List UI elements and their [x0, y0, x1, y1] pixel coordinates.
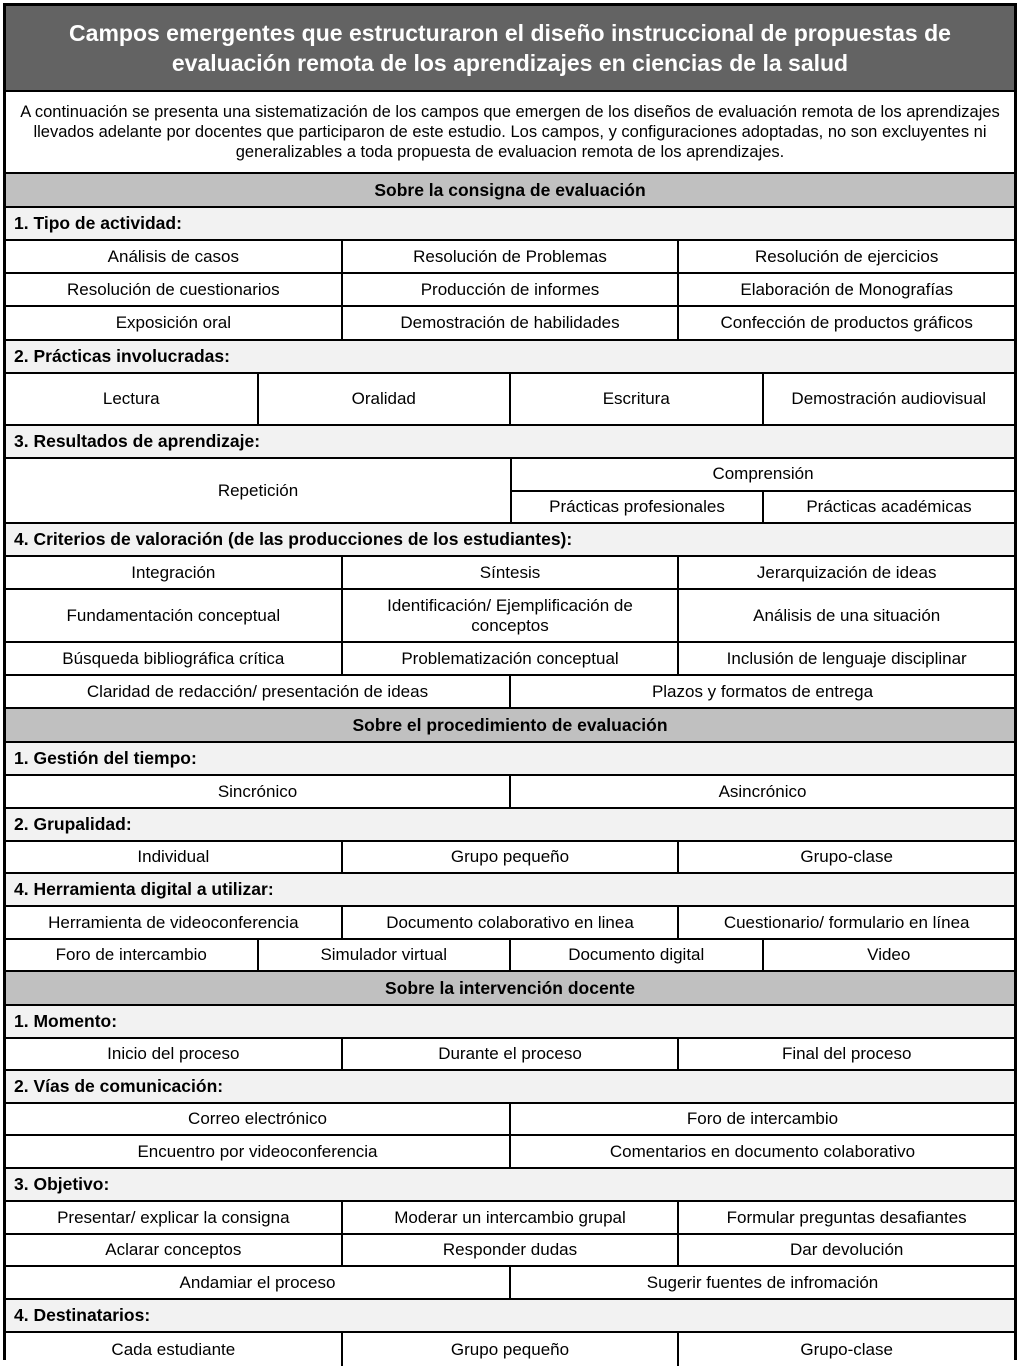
table-cell: Correo electrónico — [188, 1109, 327, 1128]
table-cell: Moderar un intercambio grupal — [341, 1202, 678, 1233]
field-label: 4. Herramienta digital a utilizar: — [6, 874, 1014, 907]
table-cell: Final del proceso — [677, 1039, 1014, 1069]
table-cell: Grupo-clase — [677, 1333, 1014, 1366]
table-cell: Problematización conceptual — [341, 643, 678, 674]
table-cell: Demostración audiovisual — [762, 374, 1015, 424]
field-label: 2. Vías de comunicación: — [6, 1071, 1014, 1104]
table-cell: Demostración de habilidades — [341, 307, 678, 339]
table-cell: Sincrónico — [217, 781, 298, 801]
table-cell: Foro de intercambio — [55, 945, 207, 964]
table-cell: Elaboración de Monografías — [677, 274, 1014, 305]
table-cell: Confección de productos gráficos — [677, 307, 1014, 339]
split-right-stack — [510, 459, 1014, 522]
table-cell: Fundamentación conceptual — [66, 605, 281, 625]
field-label: 4. Destinatarios: — [6, 1300, 1014, 1333]
table-cell: Análisis de casos — [107, 246, 239, 266]
table-cell: Plazos y formatos de entrega — [509, 676, 1014, 707]
table-cell: Lectura — [102, 389, 160, 408]
table-cell: Claridad de redacción/ presentación de ideas — [86, 681, 429, 701]
table-cell: Integración — [131, 562, 216, 582]
field-label: 2. Prácticas involucradas: — [6, 341, 1014, 374]
table-row — [6, 1202, 1014, 1235]
intro-row — [6, 92, 1014, 174]
table-row — [6, 1136, 1014, 1169]
table-cell: Dar devolución — [677, 1235, 1014, 1265]
table-row — [6, 374, 1014, 426]
table-row — [6, 643, 1014, 676]
emerging-fields-table — [3, 3, 1017, 1360]
section-band: Sobre el procedimiento de evaluación — [6, 709, 1014, 743]
table-cell: Responder dudas — [341, 1235, 678, 1265]
table-row — [6, 274, 1014, 307]
field-label: 3. Resultados de aprendizaje: — [6, 426, 1014, 459]
table-cell: Prácticas académicas — [762, 492, 1014, 523]
table-row — [6, 1267, 1014, 1300]
table-row — [6, 307, 1014, 341]
table-cell: Grupo-clase — [677, 842, 1014, 872]
table-cell: Jerarquización de ideas — [677, 557, 1014, 588]
table-cell: Cuestionario/ formulario en línea — [677, 907, 1014, 938]
table-cell: Inclusión de lenguaje disciplinar — [677, 643, 1014, 674]
table-row — [6, 241, 1014, 274]
table-cell: Resolución de cuestionarios — [67, 279, 280, 299]
document-title: Campos emergentes que estructuraron el diseño instruccional de propuestas de evaluación remota de los aprendizajes en ciencias de la salud — [69, 20, 951, 76]
table-row — [6, 940, 1014, 972]
document-header — [6, 6, 1014, 92]
table-cell: Asincrónico — [509, 776, 1014, 807]
split-bottom-row — [512, 492, 1014, 523]
table-cell: Andamiar el proceso — [179, 1272, 336, 1292]
table-cell: Encuentro por videoconferencia — [137, 1141, 378, 1161]
field-label: 2. Grupalidad: — [6, 809, 1014, 842]
table-cell: Comprensión — [512, 459, 1014, 492]
section-band: Sobre la intervención docente — [6, 972, 1014, 1006]
table-cell: Documento colaborativo en linea — [341, 907, 678, 938]
table-cell: Grupo pequeño — [341, 1333, 678, 1366]
table-cell: Oralidad — [257, 374, 510, 424]
table-row — [6, 776, 1014, 809]
table-cell: Presentar/ explicar la consigna — [57, 1207, 290, 1227]
table-row — [6, 1235, 1014, 1267]
table-cell: Individual — [137, 847, 210, 866]
table-cell: Comentarios en documento colaborativo — [509, 1136, 1014, 1167]
table-row — [6, 1104, 1014, 1136]
intro-paragraph: A continuación se presenta una sistematización de los campos que emergen de los diseños de evaluación remota de los aprendizajes llevados adelante por docentes que participaron de este estudio. Los campos, y configuraciones adoptadas, no son excluyentes ni generalizables a toda propuesta de evaluacion remota de los aprendizajes. — [20, 103, 1000, 161]
table-row — [6, 676, 1014, 709]
table-cell: Análisis de una situación — [677, 590, 1014, 641]
table-row — [6, 907, 1014, 940]
table-cell: Cada estudiante — [111, 1339, 236, 1359]
table-row — [6, 557, 1014, 590]
table-cell: Video — [762, 940, 1015, 970]
table-cell: Documento digital — [509, 940, 762, 970]
field-label: 1. Momento: — [6, 1006, 1014, 1039]
table-cell: Repetición — [217, 480, 299, 500]
table-cell: Escritura — [509, 374, 762, 424]
table-cell: Aclarar conceptos — [105, 1240, 242, 1259]
table-cell: Búsqueda bibliográfica crítica — [62, 648, 285, 668]
table-cell: Síntesis — [341, 557, 678, 588]
field-label: 4. Criterios de valoración (de las producciones de los estudiantes): — [6, 524, 1014, 557]
table-row — [6, 1333, 1014, 1366]
table-cell: Herramienta de videoconferencia — [48, 912, 299, 932]
table-cell: Inicio del proceso — [107, 1044, 240, 1063]
table-cell: Grupo pequeño — [341, 842, 678, 872]
table-row-split — [6, 459, 1014, 524]
table-cell: Identificación/ Ejemplificación de conceptos — [341, 590, 678, 641]
table-cell: Exposición oral — [115, 313, 231, 332]
section-band: Sobre la consigna de evaluación — [6, 174, 1014, 208]
table-cell: Prácticas profesionales — [549, 496, 725, 516]
table-row — [6, 590, 1014, 643]
table-row — [6, 1039, 1014, 1071]
field-label: 1. Gestión del tiempo: — [6, 743, 1014, 776]
field-label: 3. Objetivo: — [6, 1169, 1014, 1202]
table-cell: Resolución de ejercicios — [677, 241, 1014, 272]
table-cell: Foro de intercambio — [509, 1104, 1014, 1134]
table-row — [6, 842, 1014, 874]
table-cell: Producción de informes — [341, 274, 678, 305]
table-cell: Formular preguntas desafiantes — [677, 1202, 1014, 1233]
table-cell: Durante el proceso — [341, 1039, 678, 1069]
table-cell: Sugerir fuentes de infromación — [509, 1267, 1014, 1298]
table-cell: Simulador virtual — [257, 940, 510, 970]
table-cell: Resolución de Problemas — [341, 241, 678, 272]
field-label: 1. Tipo de actividad: — [6, 208, 1014, 241]
